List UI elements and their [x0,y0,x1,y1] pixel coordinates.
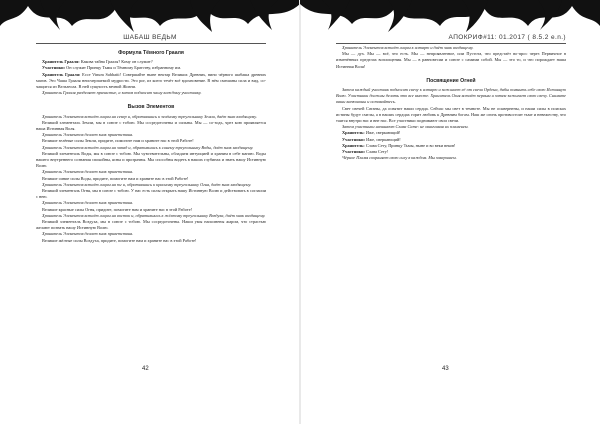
paragraph [36,219,266,231]
paragraph-text: Хранитель Элементов встаёт лицом на юг и, обратившись к красному треугольнику Огня, даёт знак входящему. [42,181,252,187]
speaker-label: Хранитель Грааля: [42,71,81,77]
paragraph-text: Хранитель Элементов делает знак приветствия. [42,132,134,138]
paragraph-text: Ecce Vinum Sabbatti! Совершайте ныне нектар Великих Древних, вино чёрного шабаша древних магов. Это Чаша Грааля неисчерпаемой мудрости. Это рог, из коего течёт всё вдохновение. В нём смешаны сила и вид, со-чащиеся из Вельзеола. В ней сущность вечной Жизни. [36,71,266,90]
paragraph [336,155,566,161]
right-page-content [336,45,566,161]
speaker-label: Хранитель: [342,130,365,136]
paragraph-text: Хранитель Элементов встаёт лицом к алтарю и даёт знак входящему. [342,45,474,50]
paragraph-text: Мы — дух. Мы — всё, что есть. Мы — непроявленное, или Пустота, что предстаёт во-прос через Первичное в изменённых пределах воплощения. Мы — в равновесии и союзе с самими собой. Мы — это то, и что порождает наша Истинная Воля! [336,51,566,69]
paragraph [36,151,266,170]
paragraph [336,51,566,70]
speaker-label: Хранитель Грааля: [42,59,80,65]
paragraph-text: Великий элементаль Воздуха, мы в союзе с тобою. Мы сосредоточены. Наши умы наполнены жаром, что страстью желают познать нашу Истинную Волю. [36,219,266,231]
paragraph-text: Великий элементаль Огня, мы в союзе с тобою. У нас есть силы открыть нашу Истинную Волю и действовать в согласии с нею. [36,188,266,200]
speaker-label: Участники: [342,149,366,155]
header-rule [36,43,266,44]
paragraph-text: Великие зелёные силы Земли, придите, помогите нам и храните нас в этой Работе! [42,138,194,144]
paragraph-text: Затем участники начинают Слава Сате: не оканчивая их пламенем. [342,124,469,130]
paragraph-text: Слава Сету! [366,149,389,155]
ornament-header-left [0,0,300,36]
header-rule [336,43,566,44]
paragraph-text: Какова тайна Грааля? Кому он служит? [80,59,153,65]
paragraph [36,238,266,244]
paragraph [336,87,566,106]
spacer [336,70,566,76]
spacer [36,96,266,102]
paragraph-text: Он служит Принцу Тьмы и Тёмному Братству, избранному им. [66,65,182,71]
left-page-content [36,48,266,244]
speaker-label: Хранитель: [342,142,365,148]
section-body [336,87,566,161]
paragraph [36,188,266,200]
paragraph-text: Хранитель Элементов делает знак приветствия. [42,200,134,206]
section-body [36,59,266,96]
paragraph-text: Иже, сверкающий! [365,130,401,136]
paragraph-text: Великий элементаль Земли, мы в союзе с тобою. Мы сосредоточены и сильны. Мы — со-зодь, чрез кою проявляется наша Истинная Воля. [36,119,266,132]
paragraph-text: Хранитель Элементов делает знак приветствия. [42,169,134,175]
paragraph-text: Чёрное Пламя сохраняет свою силу в каждом. Мы завершаем. [342,155,457,161]
paragraph-text: Великие красные силы Огня, придите, помогите нам и храните нас в этой Работе! [42,206,193,212]
page-number: 43 [442,366,449,372]
paragraph-text: Великий элементаль Воды, мы в союзе с тобою. Мы чувствительны, обладаем интуицией и храним в себе магию. Воды нашего внутреннего сознания спокойны, ясны и прозрачны. Мы способны видеть в наших глубинах и знать нашу Истинную Волю. [36,150,266,169]
paragraph-text: Великие жёлтые силы Воздуха, придите, помогите нам и храните нас в этой Работе! [42,237,197,243]
paragraph-text: Хранитель Элементов встаёт лицом на север и, обратившись к зелёному треугольнику Земли, даёт знак входящему. [42,113,257,119]
paragraph-text: Иже, сверкающий! [366,136,401,142]
section-body [36,114,266,244]
section-title: Посвящение Огней [426,77,476,84]
paragraph-text: Хранитель Грааля разделяет причастие, а затем подносит чашу каждому участнику. [42,90,202,96]
paragraph [36,72,266,91]
paragraph [36,120,266,132]
running-head: ШАБАШ ВЕДЬМ [123,34,177,41]
running-head: АПОКРИФ#11: 01.2017 ( 8.5.2 e.n.) [448,34,566,41]
paragraph [336,106,566,125]
paragraph-text: Хранитель Элементов встаёт лицом на восток и, обратившись к жёлтому треугольнику Воздуха, даёт знак входящему. [42,212,266,218]
paragraph-text: Слава Сету, Принцу Тьмы, ныне и во веки веков! [365,142,456,148]
section-title: Вызов Элементов [127,104,175,111]
right-page [300,0,600,424]
ornament-header-right [300,0,600,36]
page-number: 42 [142,366,149,372]
section-title: Формула Тёмного Грааля [118,50,184,56]
speaker-label: Участники: [342,136,366,142]
speaker-label: Участники: [42,65,66,71]
paragraph-text: Свет свечей Сатаны, да освятит наши сердца. Сейчас мы свет в темноте. Мы не осквернены, и наши силы в поисках истины будут смелы, а в наших сердцах горит любовь к Древним богам. Наш же огонь противостоит тьме и невежеству, что таятся внутри нас и вне нас. Все участники поднимают свои свечи. [336,105,566,124]
paragraph-text: Хранитель Элементов встаёт лицом на запад и, обратившись к синему треугольнику Воды, даёт знак входящему. [42,144,254,150]
paragraph-text: Великие синие силы Воды, придите, помогите нам и храните нас в этой Работе! [42,175,189,181]
paragraph-text: Хранитель Элементов делает знак приветствия. [42,231,134,237]
section-body [336,45,566,70]
paragraph-text: Затем каждый участник подносит свечу к алтарю и зажигает её от свечи Ордена, дабы помнить себе свою Истинную Волю. Участники должны делать это все вместе. Хранитель Огня встаёт первым и затем зажигает свою свечу. Снимите ваши капюшоны и оставайтесь. [336,87,566,105]
